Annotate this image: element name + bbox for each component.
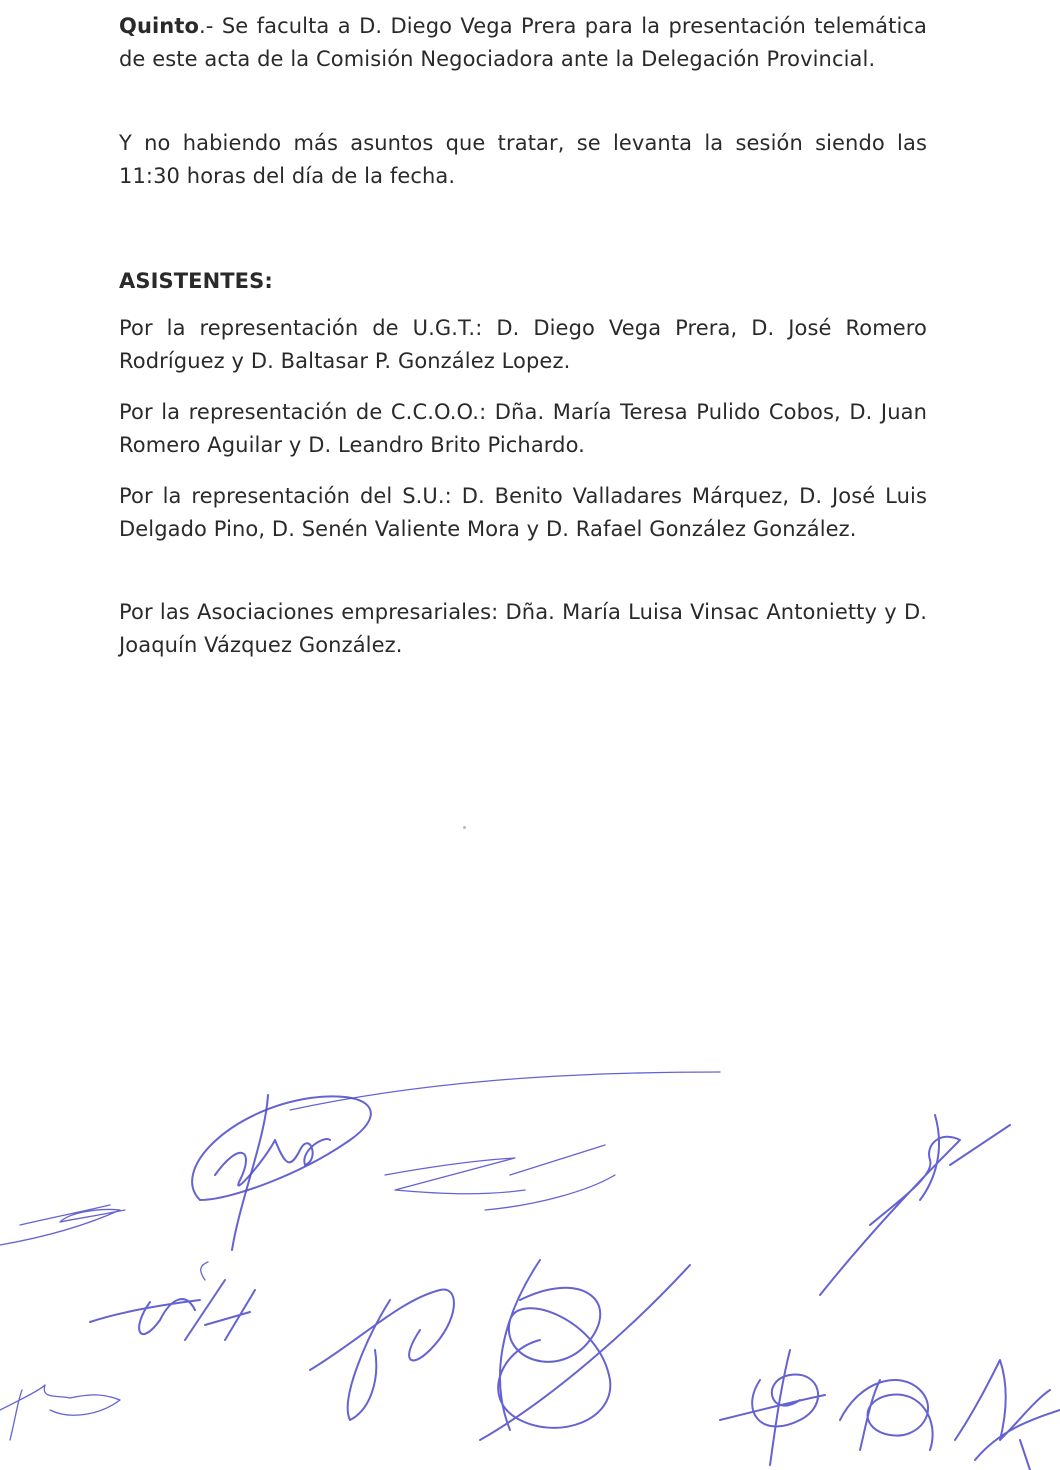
attendees-asociaciones bbox=[119, 596, 927, 662]
signature-far-right bbox=[955, 1360, 1060, 1470]
attendees-su-text: Por la representación del S.U.: D. Benito Valladares Márquez, D. José Luis Delgado Pino, D. Senén Valiente Mora y D. Rafael González González. bbox=[119, 484, 927, 541]
paragraph-quinto bbox=[119, 10, 927, 76]
signatures-area bbox=[0, 1040, 1060, 1470]
attendees-su bbox=[119, 480, 927, 546]
signature-a4 bbox=[90, 1280, 255, 1340]
attendees-asociaciones-text: Por las Asociaciones empresariales: Dña. María Luisa Vinsac Antonietty y D. Joaquín Vázquez González. bbox=[119, 600, 927, 657]
paragraph-closing bbox=[119, 127, 927, 193]
signature-stroke-long bbox=[290, 1072, 720, 1110]
attendees-ugt-text: Por la representación de U.G.T.: D. Diego Vega Prera, D. José Romero Rodríguez y D. Baltasar P. González Lopez. bbox=[119, 316, 927, 373]
quinto-label: Quinto bbox=[119, 14, 200, 38]
quinto-text: .- Se faculta a D. Diego Vega Prera para la presentación telemática de este acta de la Comisión Negociadora ante la Delegación Provincial. bbox=[119, 14, 927, 71]
attendees-ccoo bbox=[119, 396, 927, 462]
closing-text: Y no habiendo más asuntos que tratar, se levanta la sesión siendo las 11:30 horas del día de la fecha. bbox=[119, 131, 927, 188]
signature-zigzag bbox=[385, 1145, 615, 1210]
signature-swirl bbox=[480, 1260, 690, 1440]
signature-right-diagonal bbox=[820, 1115, 1010, 1295]
signature-bottom-left bbox=[0, 1385, 120, 1440]
attendees-ugt bbox=[119, 312, 927, 378]
attendees-ccoo-text: Por la representación de C.C.O.O.: Dña. María Teresa Pulido Cobos, D. Juan Romero Aguilar y D. Leandro Brito Pichardo. bbox=[119, 400, 927, 457]
signature-a-loop bbox=[310, 1290, 454, 1420]
signature-loop-cluster bbox=[840, 1380, 933, 1450]
signature-hook bbox=[201, 1262, 208, 1280]
attendees-heading: ASISTENTES: bbox=[119, 269, 273, 293]
signature-oval bbox=[192, 1096, 371, 1200]
signature-small-left bbox=[0, 1205, 125, 1245]
signature-round-right bbox=[720, 1350, 825, 1465]
scan-speck bbox=[463, 826, 466, 829]
